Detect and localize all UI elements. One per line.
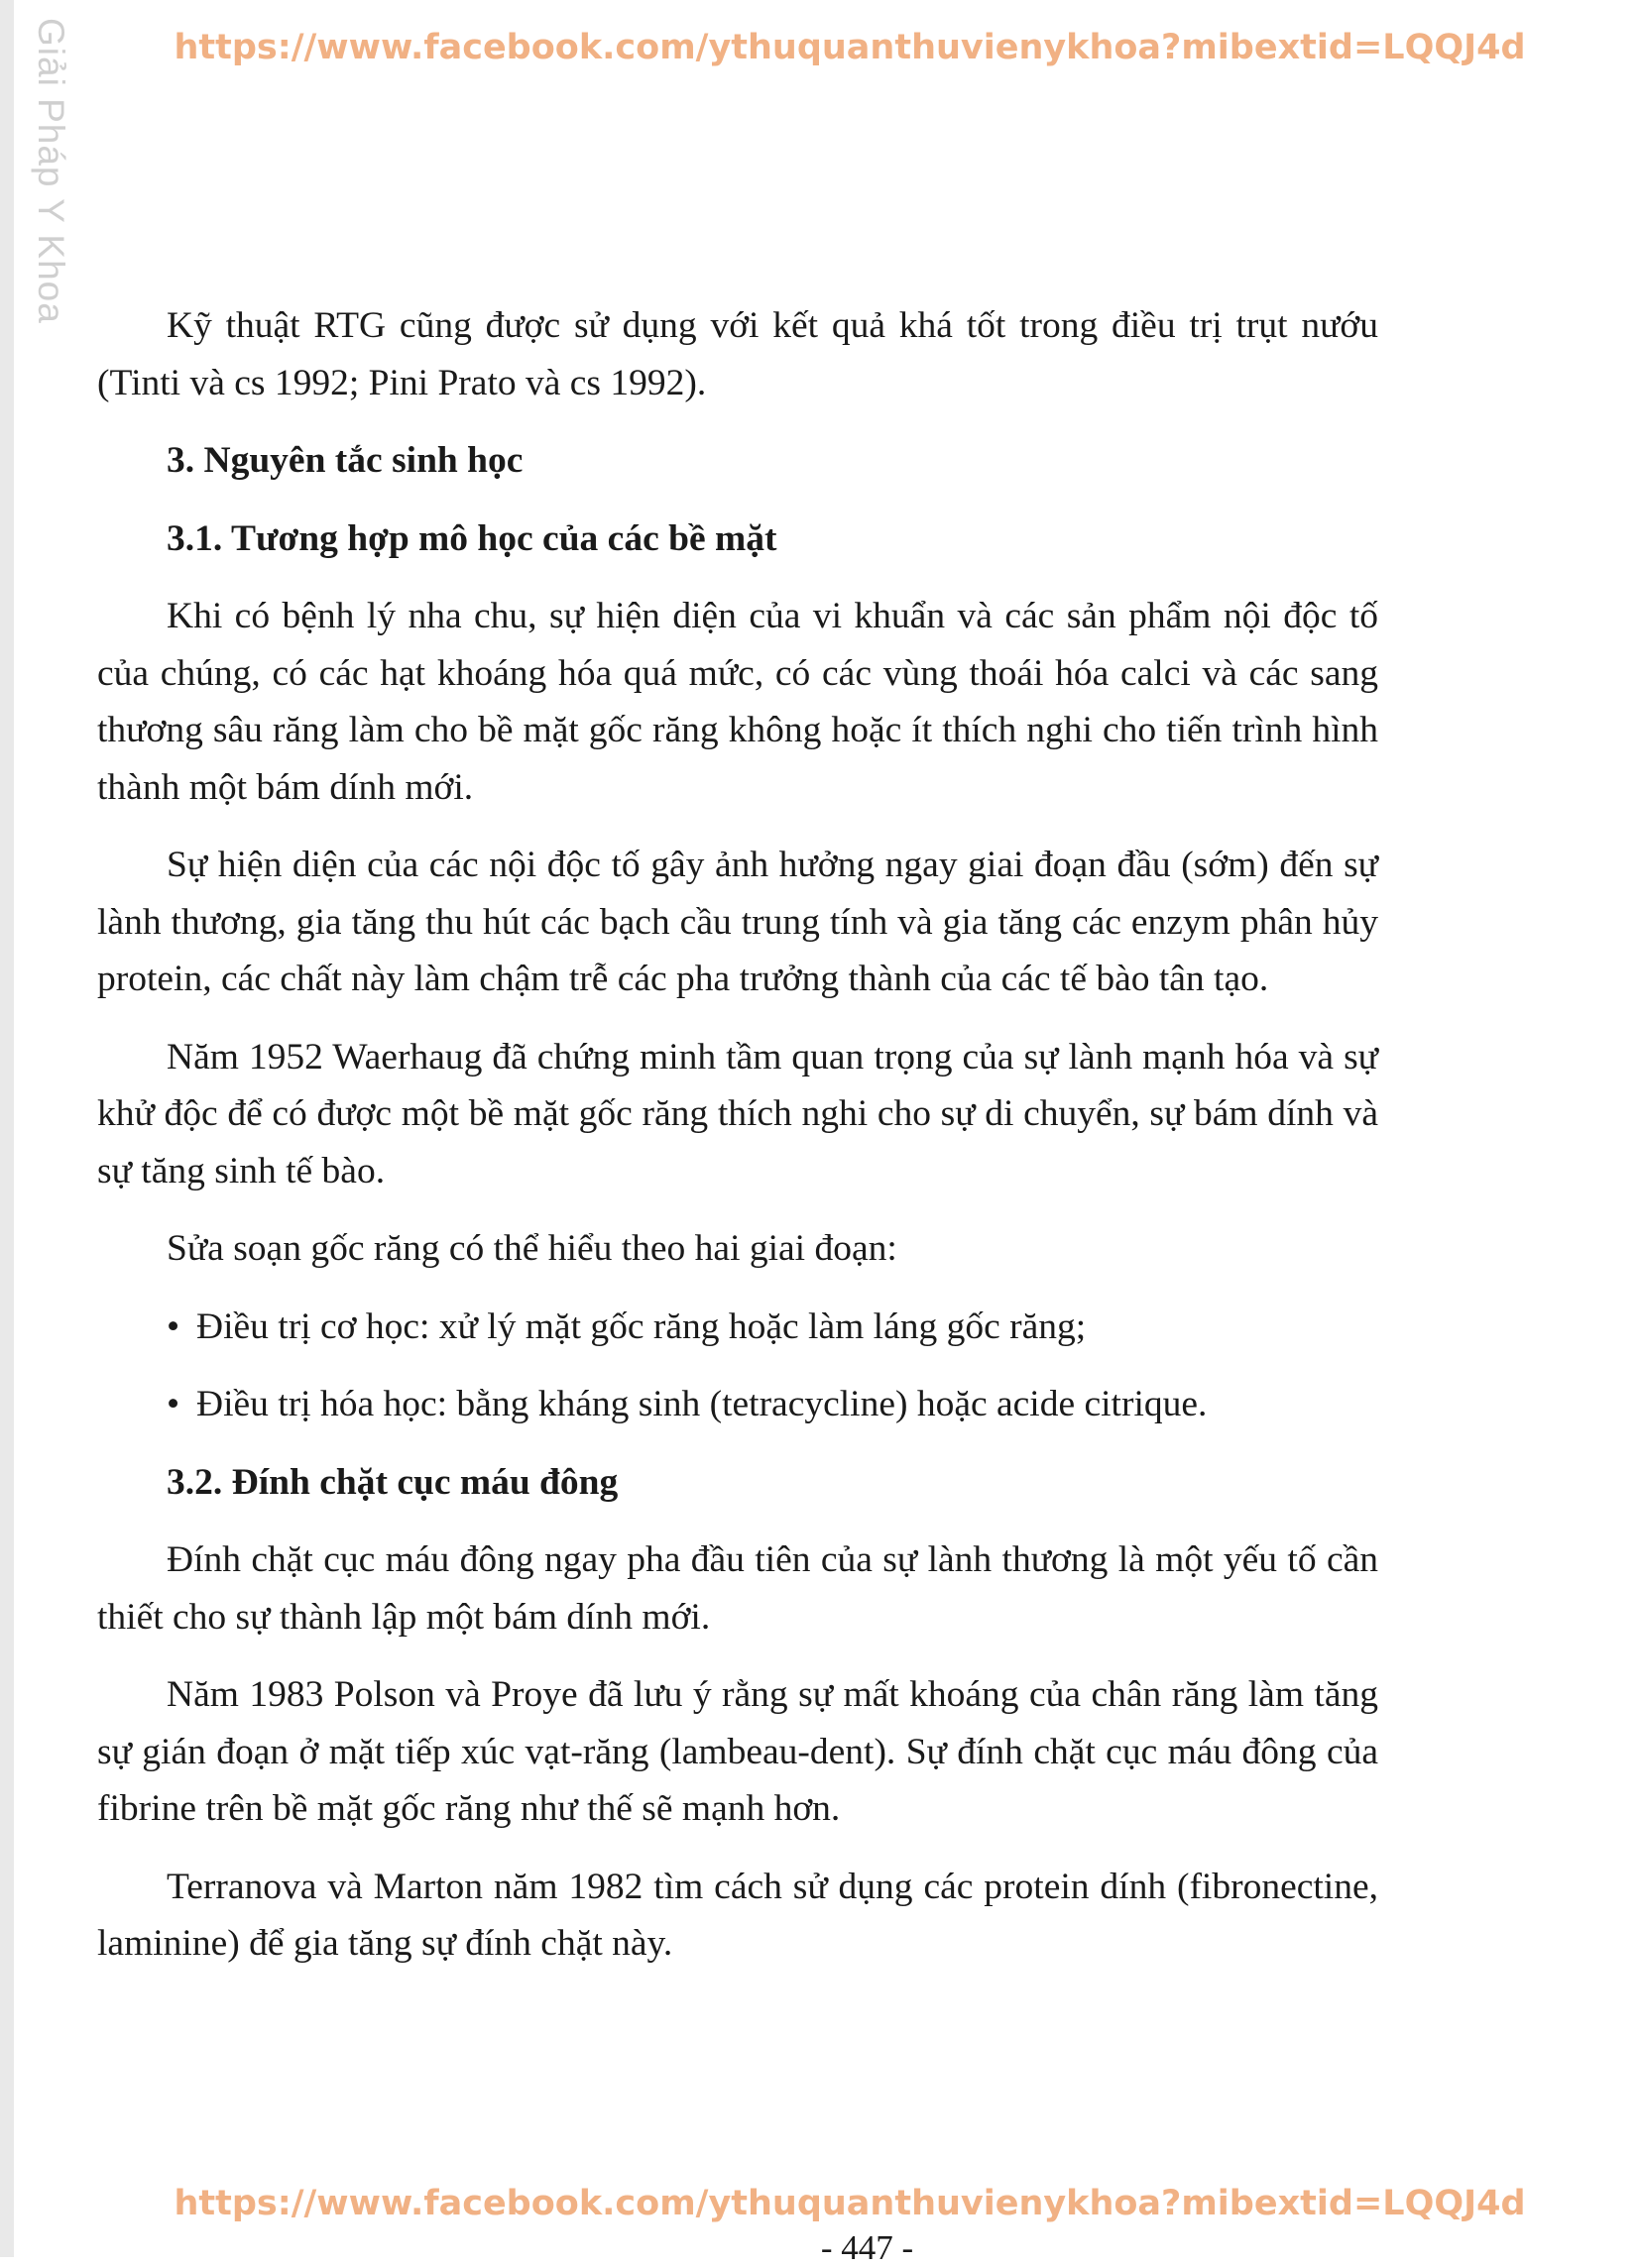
bullet-item: [167, 1299, 1378, 1356]
paragraph-1: Khi có bệnh lý nha chu, sự hiện diện của vi khuẩn và các sản phẩm nội độc tố của chúng, có các hạt khoáng hóa quá mức, có các vùng thoái hóa calci và các sang thương sâu răng làm cho bề mặt gốc răng không hoặc ít thích nghi cho tiến trình hình thành một bám dính mới.: [97, 596, 1378, 808]
page-number: - 447 -: [820, 2228, 914, 2267]
bullet-dot-icon: •: [167, 1384, 180, 1424]
document-body: [97, 297, 1378, 1993]
paragraph-6: Năm 1983 Polson và Proye đã lưu ý rằng sự mất khoáng của chân răng làm tăng sự gián đoạn ở mặt tiếp xúc vạt-răng (lambeau-dent). Sự đính chặt cục máu đông của fibrine trên bề mặt gốc răng như thế sẽ mạnh hơn.: [97, 1674, 1378, 1829]
paragraph-7: Terranova và Marton năm 1982 tìm cách sử dụng các protein dính (fibronectine, laminine) để gia tăng sự đính chặt này.: [97, 1866, 1378, 1964]
bullet-text: Điều trị hóa học: bằng kháng sinh (tetracycline) hoặc acide citrique.: [196, 1384, 1208, 1424]
section-heading-3-2: 3.2. Đính chặt cục máu đông: [167, 1461, 619, 1503]
paragraph-4: Sửa soạn gốc răng có thể hiểu theo hai giai đoạn:: [167, 1228, 897, 1269]
bullet-dot-icon: •: [167, 1305, 180, 1347]
section-heading-3-1: 3.1. Tương hợp mô học của các bề mặt: [167, 517, 777, 559]
bullet-item: [167, 1376, 1378, 1433]
url-banner-top[interactable]: https://www.facebook.com/ythuquanthuvienykhoa?mibextid=LQQJ4d: [174, 28, 1526, 67]
url-banner-bottom[interactable]: https://www.facebook.com/ythuquanthuvienykhoa?mibextid=LQQJ4d: [174, 2184, 1526, 2223]
bullet-text: Điều trị cơ học: xử lý mặt gốc răng hoặc làm láng gốc răng;: [196, 1305, 1087, 1347]
section-heading-3: 3. Nguyên tắc sinh học: [167, 440, 524, 481]
side-watermark: Giải Pháp Y Khoa: [31, 18, 71, 324]
paragraph-5: Đính chặt cục máu đông ngay pha đầu tiên của sự lành thương là một yếu tố cần thiết cho sự thành lập một bám dính mới.: [97, 1539, 1378, 1638]
scan-left-edge: [0, 0, 14, 2257]
paragraph-2: Sự hiện diện của các nội độc tố gây ảnh hưởng ngay giai đoạn đầu (sớm) đến sự lành thương, gia tăng thu hút các bạch cầu trung tính và gia tăng các enzym phân hủy protein, các chất này làm chậm trễ các pha trưởng thành của các tế bào tân tạo.: [97, 845, 1378, 999]
paragraph-3: Năm 1952 Waerhaug đã chứng minh tầm quan trọng của sự lành mạnh hóa và sự khử độc để có được một bề mặt gốc răng thích nghi cho sự di chuyển, sự bám dính và sự tăng sinh tế bào.: [97, 1036, 1378, 1191]
intro-paragraph: Kỹ thuật RTG cũng được sử dụng với kết quả khá tốt trong điều trị trụt nướu (Tinti và cs 1992; Pini Prato và cs 1992).: [97, 305, 1378, 403]
